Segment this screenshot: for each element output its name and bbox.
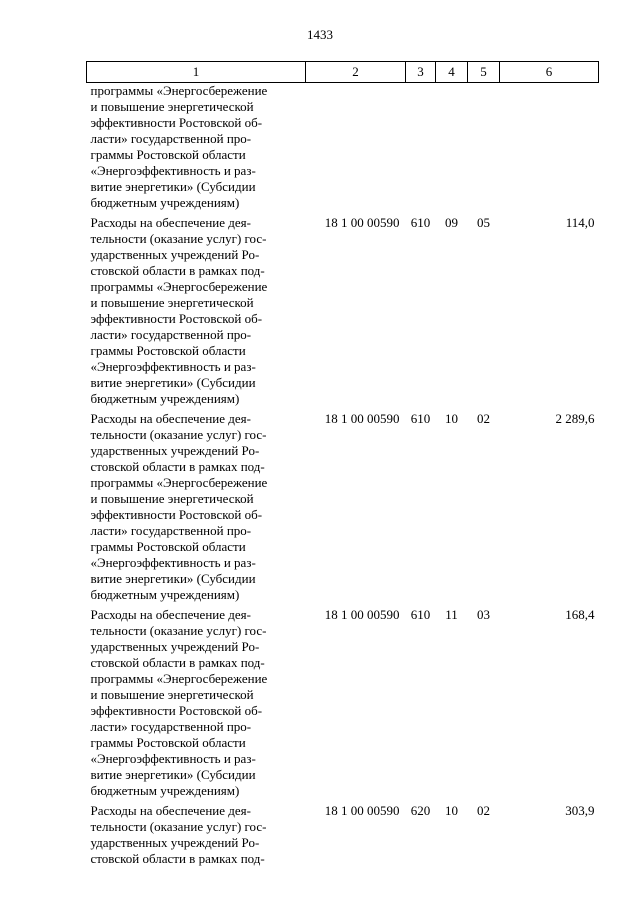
row-amount: 2 289,6 xyxy=(555,411,595,426)
header-col-5: 5 xyxy=(468,62,500,83)
page-number: 1433 xyxy=(307,27,333,42)
row-description: Расходы на обеспечение дея- тельности (оказание услуг) гос- ударственных учреждений Ро- стовской области в рамках под- программы «Энергосбережение и повышение энергетической эффективности Ростовской об- ласти» государственной про- граммы Ростовской области «Энергоэффективность и раз- витие энергетики» (Субсидии бюджетным учреждениям) xyxy=(90,215,268,406)
header-row xyxy=(87,62,599,83)
header-col-1: 1 xyxy=(87,62,306,83)
header-col-2: 2 xyxy=(306,62,406,83)
header-col-4: 4 xyxy=(436,62,468,83)
table-row xyxy=(87,799,599,867)
row-subsection: 02 xyxy=(477,803,490,818)
row-amount: 303,9 xyxy=(565,803,595,818)
row-section: 09 xyxy=(445,215,458,230)
row-description: Расходы на обеспечение дея- тельности (оказание услуг) гос- ударственных учреждений Ро- стовской области в рамках под- программы «Энергосбережение и повышение энергетической эффективности Ростовской об- ласти» государственной про- граммы Ростовской области «Энергоэффективность и раз- витие энергетики» (Субсидии бюджетным учреждениям) xyxy=(90,607,268,798)
table-row xyxy=(87,407,599,603)
header-col-3: 3 xyxy=(406,62,436,83)
continuation-row xyxy=(87,83,599,212)
row-section: 10 xyxy=(445,803,458,818)
row-expense-type: 610 xyxy=(410,411,431,426)
row-description: Расходы на обеспечение дея- тельности (оказание услуг) гос- ударственных учреждений Ро- стовской области в рамках под- xyxy=(90,803,267,866)
row-subsection: 03 xyxy=(477,607,490,622)
row-subsection: 02 xyxy=(477,411,490,426)
row-description: Расходы на обеспечение дея- тельности (оказание услуг) гос- ударственных учреждений Ро- стовской области в рамках под- программы «Энергосбережение и повышение энергетической эффективности Ростовской об- ласти» государственной про- граммы Ростовской области «Энергоэффективность и раз- витие энергетики» (Субсидии бюджетным учреждениям) xyxy=(90,411,268,602)
row-amount: 168,4 xyxy=(565,607,595,622)
table-row xyxy=(87,603,599,799)
row-subsection: 05 xyxy=(477,215,490,230)
row-target-code: 18 1 00 00590 xyxy=(324,215,400,230)
table-body xyxy=(87,83,599,868)
row-expense-type: 610 xyxy=(410,607,431,622)
row-expense-type: 620 xyxy=(410,803,431,818)
row-expense-type: 610 xyxy=(410,215,431,230)
table-row xyxy=(87,211,599,407)
row-section: 11 xyxy=(445,607,458,622)
row-amount: 114,0 xyxy=(565,215,595,230)
row-target-code: 18 1 00 00590 xyxy=(324,803,400,818)
row-section: 10 xyxy=(445,411,458,426)
table-header xyxy=(87,62,599,83)
budget-table xyxy=(86,61,599,867)
header-col-6: 6 xyxy=(500,62,599,83)
continuation-description: программы «Энергосбережение и повышение энергетической эффективности Ростовской об- ласти» государственной про- граммы Ростовской области «Энергоэффективность и раз- витие энергетики» (Субсидии бюджетным учреждениям) xyxy=(90,83,268,210)
row-target-code: 18 1 00 00590 xyxy=(324,607,400,622)
row-target-code: 18 1 00 00590 xyxy=(324,411,400,426)
